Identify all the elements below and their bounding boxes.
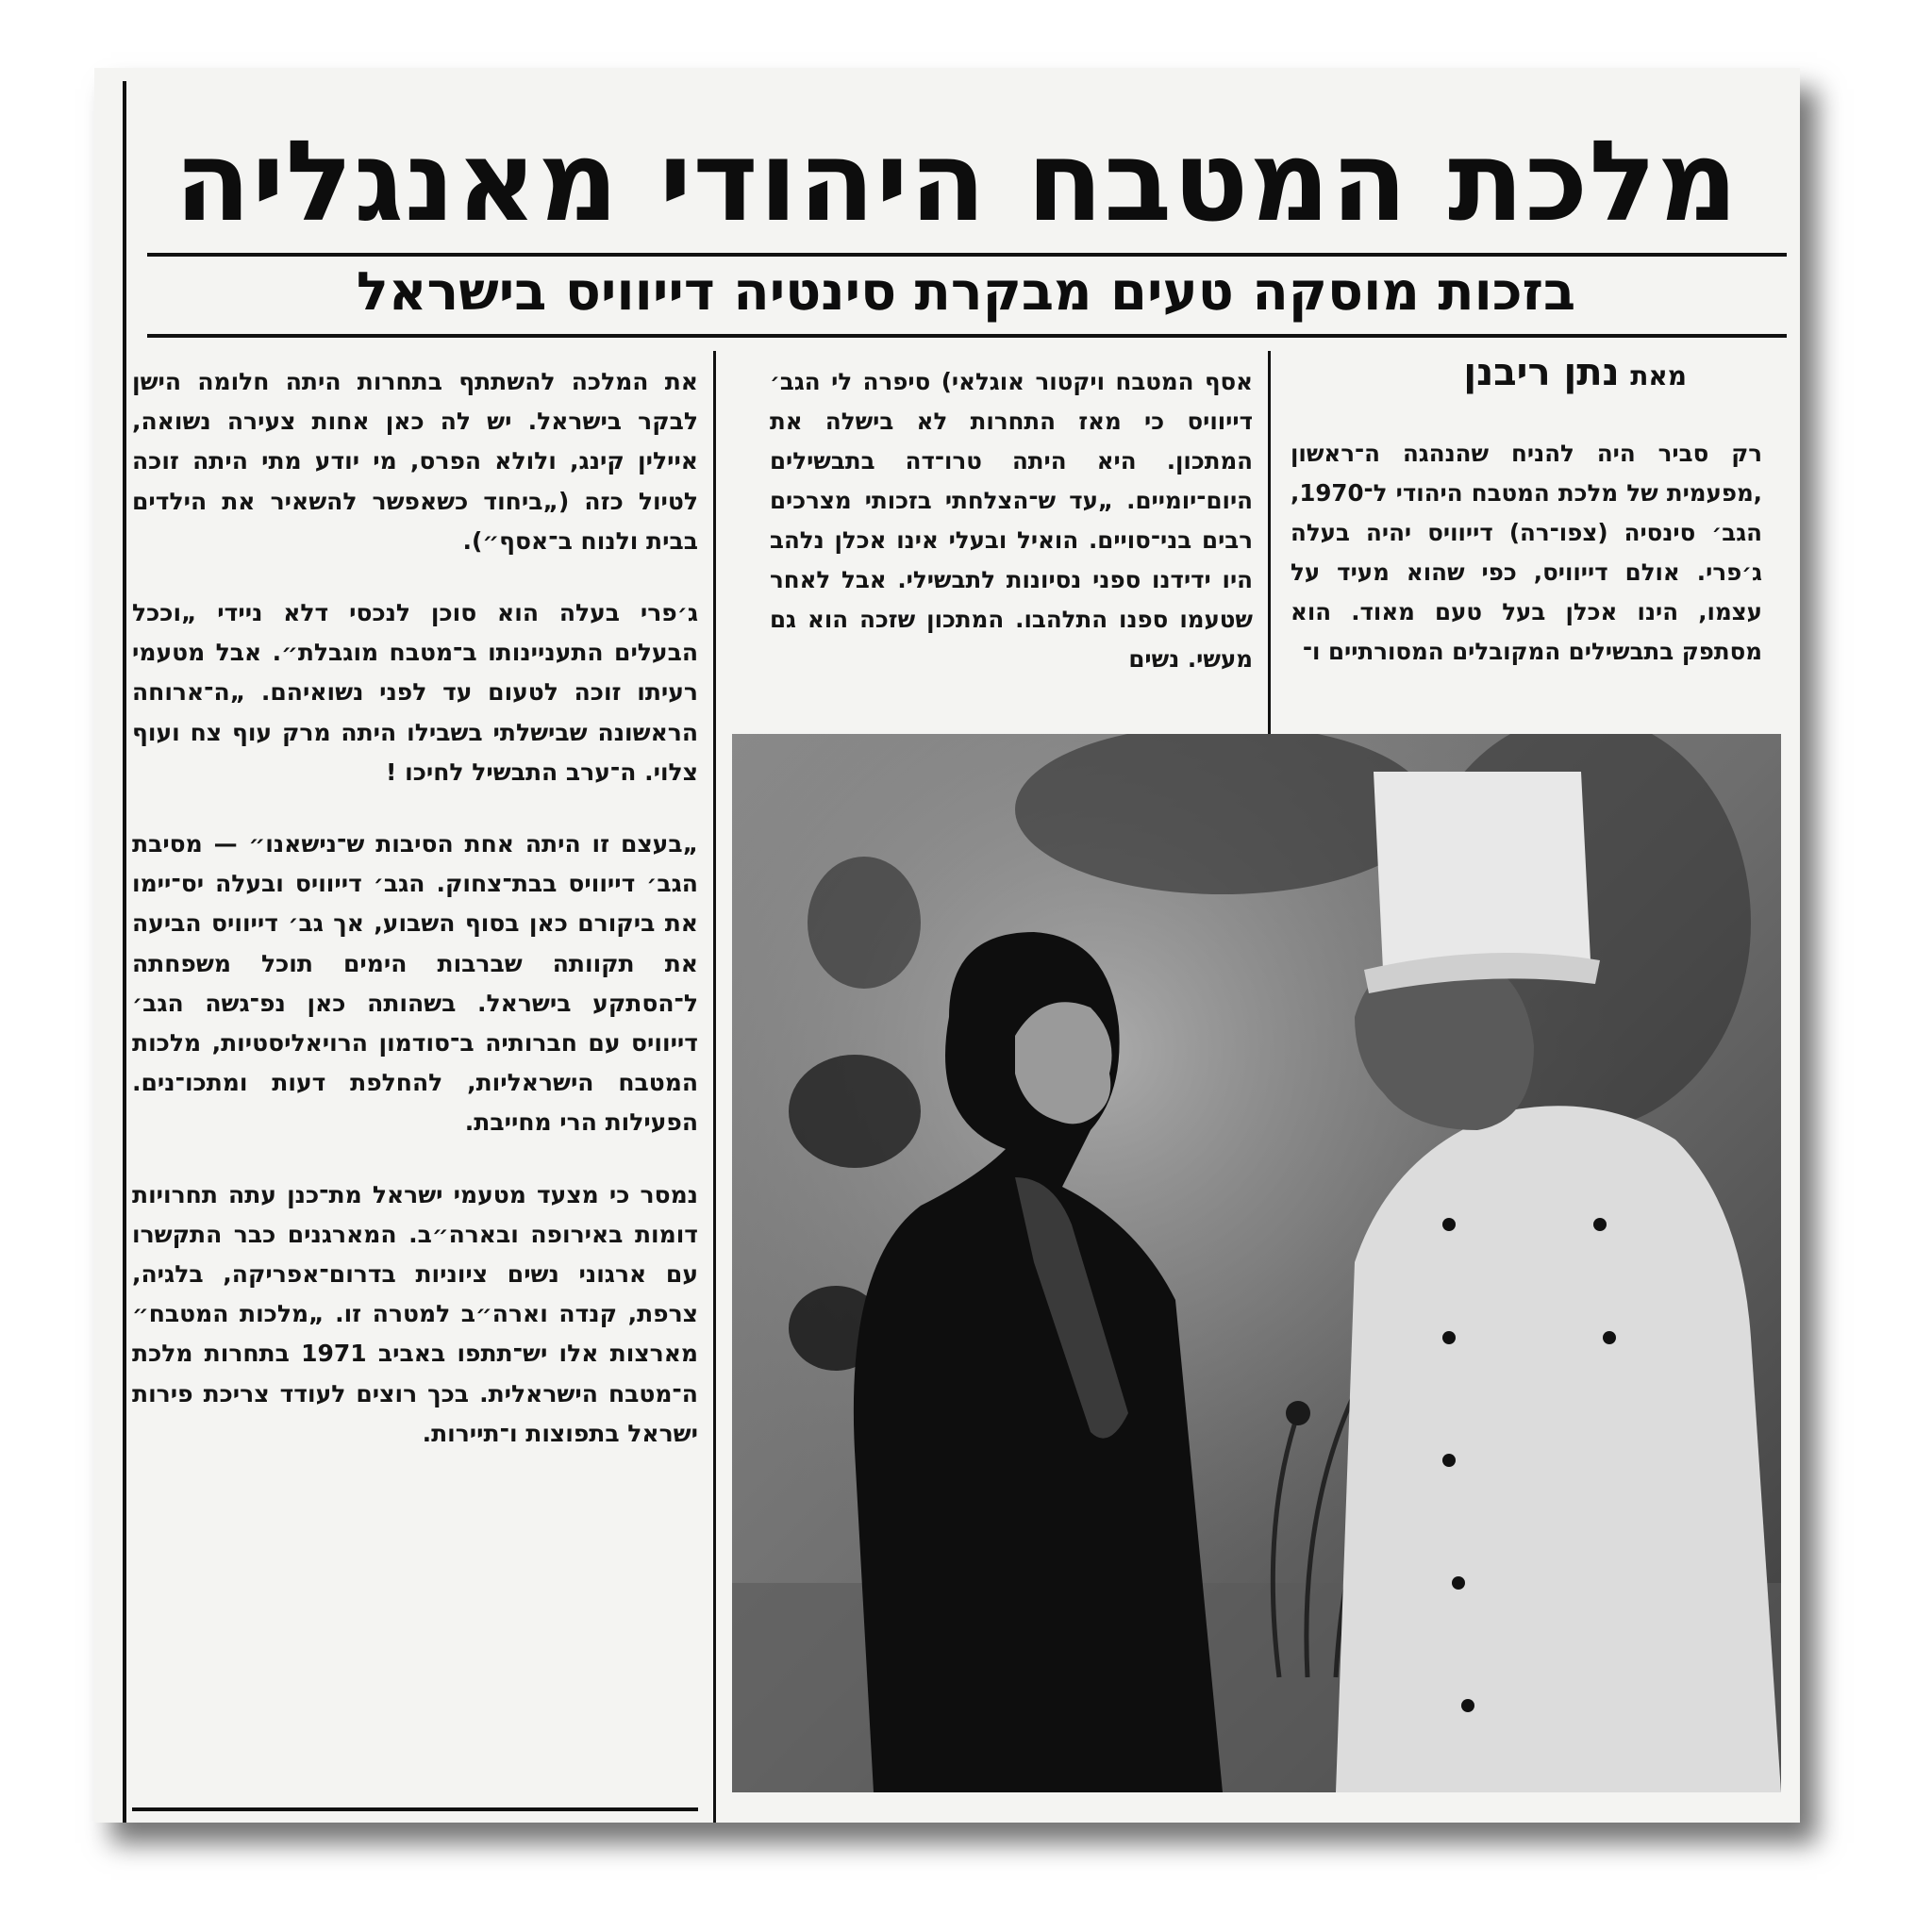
headline: מלכת המטבח היהודי מאנגליה: [174, 116, 1740, 246]
column-divider-right: [1268, 351, 1271, 766]
paragraph: „בעצם זו היתה אחת הסיבות ש־נישאנו״ — מסיבת הגב׳ דייוויס בבת־צחוק. הגב׳ דייוויס ובעלה יס־יימו את ביקורם כאן בסוף השבוע, אך גב׳ דייוויס הביעה את תקוותה שברבות הימים תוכל משפחתה ל־הסתקע בישראל. בשהותה כאן נפ־גשה הגב׳ דייוויס עם חברותיה ב־סודמון הרויאליסטיות, מלכות המטבח הישראליות, להחלפת דעות ומתכו־נים. הפעילות הרי מחייבת.: [132, 830, 698, 1137]
subheadline-rule: [147, 334, 1787, 338]
photo-woman-and-chef-icon: [732, 734, 1781, 1792]
newspaper-clipping: [94, 68, 1800, 1823]
photo-illustration: [732, 734, 1781, 1792]
column-divider-left: [713, 351, 716, 1823]
subheadline: בזכות מוסקה טעים מבקרת סינטיה דייוויס בישראל: [356, 261, 1576, 323]
paragraph: ג׳פרי בעלה הוא סוכן לנכסי דלא ניידי „וככל הבעלים התעניינותו ב־מטבח מוגבלת״. אבל מטעמי רעיתו זוכה לטעום עד לפני נשואיהם. „ה־ארוחה הראשונה שבישלתי בשבילו היתה מרק עוף צח ועוף צלוי. ה־ערב התבשיל לחיכו !: [132, 599, 698, 786]
paragraph: אסף המטבח ויקטור אוגלאי) סיפרה לי הגב׳ דייוויס כי מאז התחרות לא בישלה את המתכון. היא היתה טרו־דה בתבשילים היום־יומיים. „עד ש־הצלחתי בזכותי מצרכים רבים בני־סויים. הואיל ובעלי אינו אכלן נלהב היו ידידנו ספני נסיונות לתבשילי. אבל לאחר שטעמו ספנו התלהבו. המתכון שזכה הוא גם מעשי. נשים: [770, 368, 1253, 673]
paragraph: את המלכה להשתתף בתחרות היתה חלומה הישן לבקר בישראל. יש לה כאן אחות צעירה נשואה, איילין קינג, ולולא הפרס, מי יודע מתי היתה זוכה לטיול כזה („ביחוד כשאפשר להשאיר את הילדים בבית ולנוח ב־אסף״).: [132, 368, 698, 555]
column-middle: [770, 362, 1253, 777]
column-left: [132, 362, 698, 1823]
byline-prefix: מאת: [1630, 360, 1687, 391]
paragraph: רק סביר היה להניח שהנהגה ה־ראשון ,מפעמית של מלכת המטבח היהודי ל־1970, הגב׳ סינסיה (צפו־רה) דייוויס יהיה בעלה ג׳פרי. אולם דייוויס, כפי שהוא מעיד על עצמו, הינו אכלן בעל טעם מאוד. הוא מסתפק בתבשילים המקובלים המסורתיים ו־: [1291, 440, 1762, 665]
paragraph: נמסר כי מצעד מטעמי ישראל מת־כנן עתה תחרויות דומות באירופה ובארה״ב. המארגנים כבר התקשרו עם ארגוני נשים ציוניות בדרום־אפריקה, בלגיה, צרפת, קנדה וארה״ב למטרה זו. „מלכות המטבח״ מארצות אלו יש־תתפו באביב 1971 בתחרות מלכת ה־מטבח הישראלית. בכך רוצים לעודד צריכת פירות ישראל בתפוצות ו־תיירות.: [132, 1180, 698, 1447]
column-right: [1291, 434, 1762, 783]
left-border-rule: [123, 81, 126, 1823]
byline: [1291, 351, 1687, 408]
byline-author: נתן ריבנן: [1463, 351, 1620, 394]
bottom-rule: [132, 1807, 698, 1811]
